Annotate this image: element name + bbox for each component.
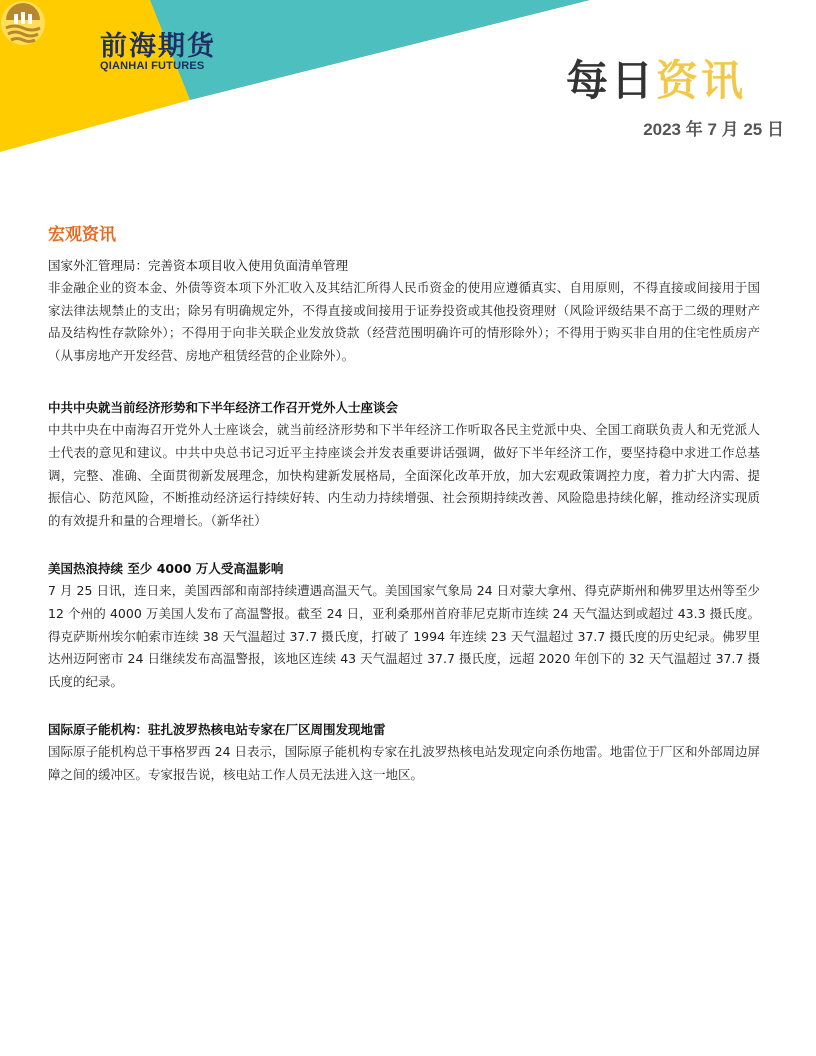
page-title-part2: 资讯	[655, 56, 746, 105]
main-content	[48, 220, 760, 807]
logo-chinese-name: 前海期货	[100, 31, 216, 62]
page-title	[566, 48, 746, 108]
logo-english-name: QIANHAI FUTURES	[100, 60, 205, 72]
qianhai-logo-icon	[0, 0, 46, 46]
page-header	[0, 0, 816, 160]
article-item	[48, 255, 760, 367]
article-title: 美国热浪持续 至少 4000 万人受高温影响	[48, 561, 284, 577]
teal-banner	[150, 0, 590, 100]
article-body: 7 月 25 日讯，连日来，美国西部和南部持续遭遇高温天气。美国国家气象局 24 日对蒙大拿州、得克萨斯州和佛罗里达州等至少 12 个州的 4000 万美国人发布了高温警报。截至 24 日，亚利桑那州首府菲尼克斯市连续 24 天气温达到或超过 43.3 摄氏度。得克萨斯州埃尔帕索市连续 38 天气温超过 37.7 摄氏度，打破了 1994 年连续 23 天气温超过 37.7 摄氏度的历史纪录。佛罗里达州迈阿密市 24 日继续发布高温警报，该地区连续 43 天气温超过 37.7 摄氏度，远超 2020 年创下的 32 天气温超过 37.7 摄氏度的纪录。	[48, 583, 760, 689]
article-item	[48, 397, 760, 532]
article-body: 中共中央在中南海召开党外人士座谈会，就当前经济形势和下半年经济工作听取各民主党派中央、全国工商联负责人和无党派人士代表的意见和建议。中共中央总书记习近平主持座谈会并发表重要讲话强调，做好下半年经济工作，要坚持稳中求进工作总基调，完整、准确、全面贯彻新发展理念，加快构建新发展格局，全面深化改革开放，加大宏观政策调控力度，着力扩大内需、提振信心、防范风险，不断推动经济运行持续好转、内生动力持续增强、社会预期持续改善、风险隐患持续化解，推动经济实现质的有效提升和量的合理增长。（新华社）	[48, 422, 760, 528]
article-item	[48, 719, 760, 786]
page-title-part1: 每日	[565, 56, 656, 105]
section-title: 宏观资讯	[48, 225, 116, 245]
article-body: 非金融企业的资本金、外债等资本项下外汇收入及其结汇所得人民币资金的使用应遵循真实、自用原则，不得直接或间接用于国家法律法规禁止的支出；除另有明确规定外，不得直接或间接用于证券投资或其他投资理财（风险评级结果不高于二级的理财产品及结构性存款除外）；不得用于向非关联企业发放贷款（经营范围明确许可的情形除外）；不得用于购买非自用的住宅性质房产（从事房地产开发经营、房地产租赁经营的企业除外）。	[48, 280, 760, 363]
article-title: 中共中央就当前经济形势和下半年经济工作召开党外人士座谈会	[48, 400, 399, 416]
article-title: 国家外汇管理局：完善资本项目收入使用负面清单管理	[48, 258, 349, 273]
article-title: 国际原子能机构：驻扎波罗热核电站专家在厂区周围发现地雷	[48, 722, 386, 738]
article-body: 国际原子能机构总干事格罗西 24 日表示，国际原子能机构专家在扎波罗热核电站发现定向杀伤地雷。地雷位于厂区和外部周边屏障之间的缓冲区。专家报告说，核电站工作人员无法进入这一地区。	[48, 744, 760, 782]
issue-date: 2023 年 7 月 25 日	[643, 120, 784, 139]
article-item	[48, 558, 760, 693]
